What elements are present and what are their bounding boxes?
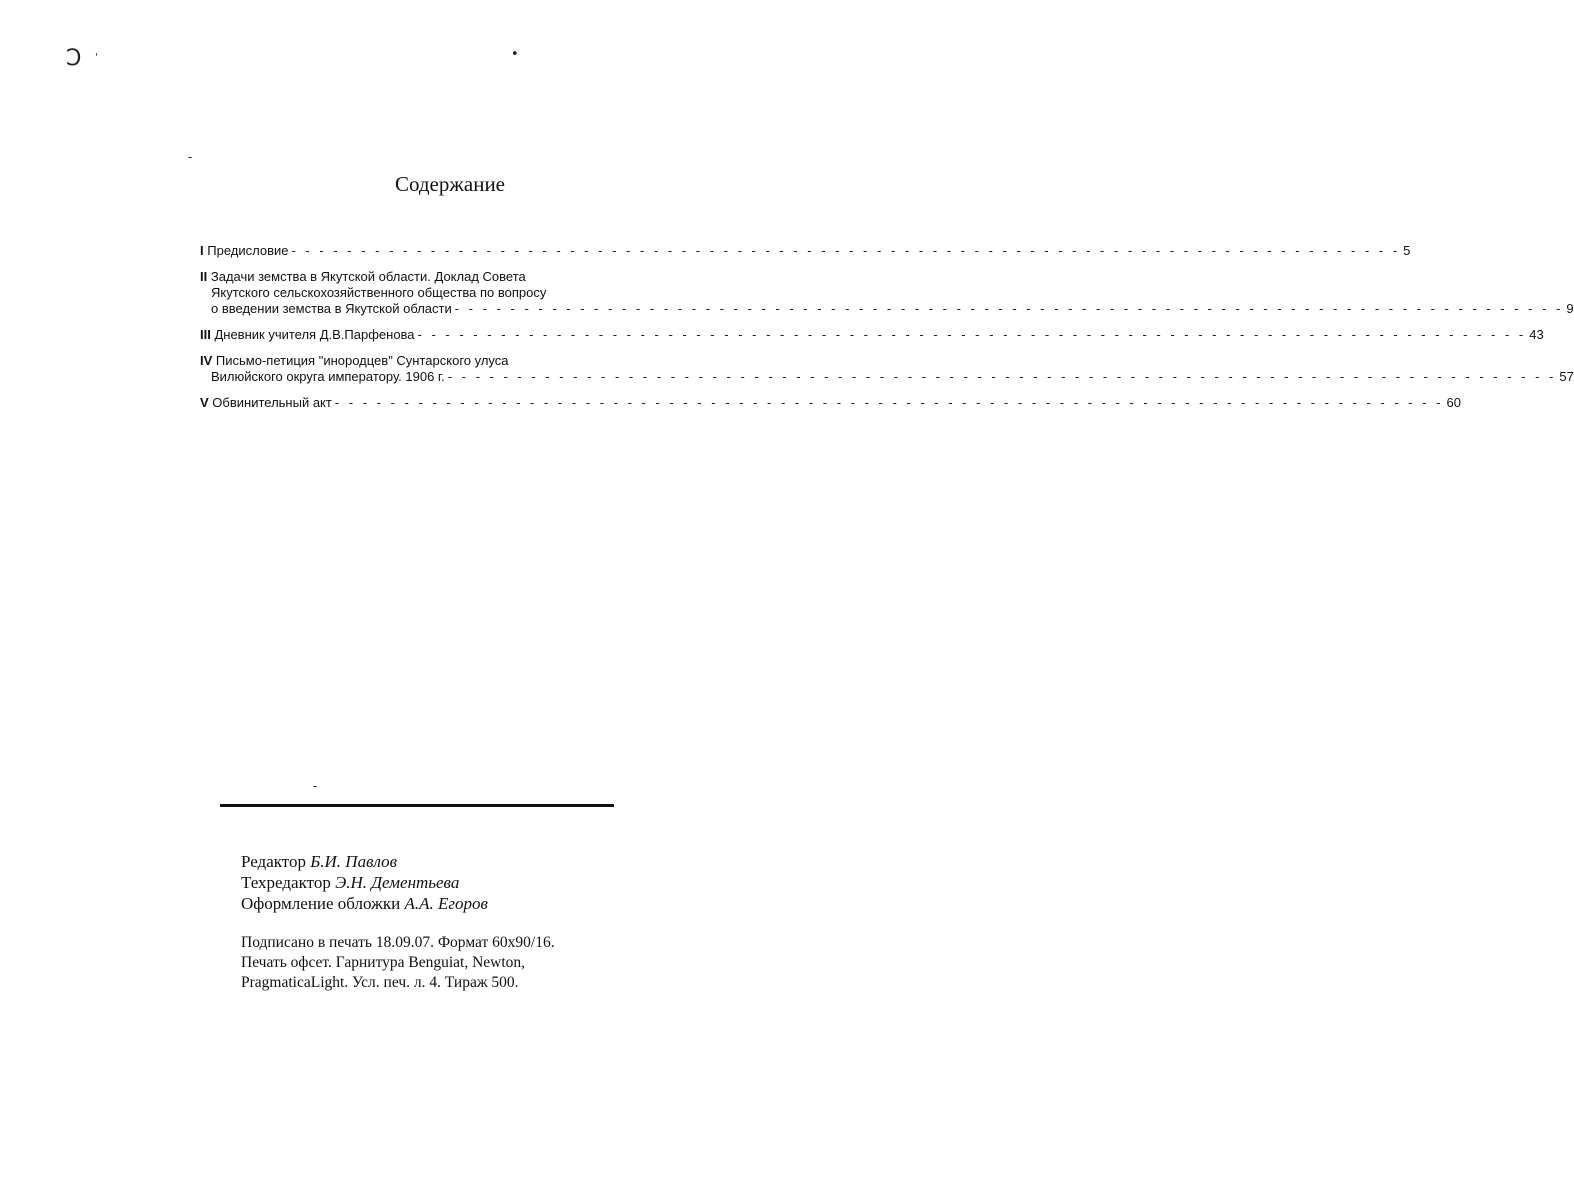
divider-rule [220, 804, 614, 807]
page-title: Содержание [394, 172, 506, 196]
toc-entry-text: Дневник учителя Д.В.Парфенова [214, 327, 415, 342]
cover-design-label: Оформление обложки [241, 894, 401, 913]
toc-leader-dashes: - - - - - - - - - - - - - - - - - - - - - - - - - - - - - - - - - - - - - - - - - - - - - - - - - - - - - - - - - - - - - - - - - - - - - - - - - - - - - - - - [447, 369, 1557, 384]
tech-editor-label: Техредактор [241, 873, 331, 892]
toc-page-number: 60 [1446, 395, 1461, 410]
speck-mark: ' [95, 52, 98, 63]
toc-entry-line [200, 269, 683, 285]
toc-leader-dashes: - - - - - - - - - - - - - - - - - - - - - - - - - - - - - - - - - - - - - - - - - - - - - - - - - - - - - - - - - - - - - - - - - - - - - - - - - - - - - - - - [417, 327, 1527, 342]
toc-entry-text: Предисловие [207, 243, 289, 258]
toc-entry-title [200, 395, 332, 411]
toc-entry-text: Обвинительный акт [212, 395, 332, 410]
toc-entry [200, 243, 1411, 259]
editor-label: Редактор [241, 852, 306, 871]
table-of-contents [200, 243, 1574, 421]
toc-numeral: III [200, 327, 211, 342]
toc-page-number: 9 [1566, 301, 1574, 316]
toc-numeral: V [200, 395, 209, 410]
toc-entry-text: Письмо-петиция "инородцев" Сунтарского улуса [215, 353, 509, 368]
toc-entry-title [200, 327, 415, 343]
toc-entry-last-line [200, 301, 1574, 317]
toc-entry-title [200, 243, 288, 259]
editor-line [241, 851, 488, 872]
toc-leader-dashes: - - - - - - - - - - - - - - - - - - - - - - - - - - - - - - - - - - - - - - - - - - - - - - - - - - - - - - - - - - - - - - - - - - - - - - - - - - - - - - - - [291, 243, 1401, 258]
toc-numeral: I [200, 243, 204, 258]
printing-details [241, 933, 555, 993]
toc-entry-text: о введении земства в Якутской области [211, 301, 452, 316]
toc-entry-title [211, 301, 452, 317]
toc-entry-title [211, 369, 445, 385]
toc-entry-last-line [200, 369, 1574, 385]
corner-mark: Ͻ [66, 46, 82, 71]
toc-numeral: II [200, 269, 208, 284]
toc-entry-text: Якутского сельскохозяйственного общества по вопросу [211, 285, 547, 300]
editor-name: Б.И. Павлов [310, 852, 397, 871]
toc-entry [200, 353, 1574, 385]
imprint-credits [241, 851, 488, 914]
printing-line: PragmaticaLight. Усл. печ. л. 4. Тираж 500. [241, 974, 519, 991]
toc-entry-last-line [200, 243, 1411, 259]
dot-mark: • [511, 47, 519, 62]
toc-entry-line [200, 353, 683, 369]
toc-entry [200, 395, 1461, 411]
toc-entry-last-line [200, 327, 1544, 343]
toc-entry-line [200, 285, 683, 301]
dash-mark-lower: - [313, 779, 318, 793]
toc-leader-dashes: - - - - - - - - - - - - - - - - - - - - - - - - - - - - - - - - - - - - - - - - - - - - - - - - - - - - - - - - - - - - - - - - - - - - - - - - - - - - - - - - [334, 395, 1444, 410]
toc-numeral: IV [200, 353, 213, 368]
toc-entry-text: Вилюйского округа императору. 1906 г. [211, 369, 445, 384]
toc-page-number: 5 [1403, 243, 1411, 258]
toc-page-number: 57 [1559, 369, 1574, 384]
tech-editor-name: Э.Н. Дементьева [335, 873, 460, 892]
toc-page-number: 43 [1529, 327, 1544, 342]
dash-mark: - [188, 150, 193, 164]
cover-design-name: А.А. Егоров [404, 894, 488, 913]
cover-design-line [241, 893, 488, 914]
tech-editor-line [241, 872, 488, 893]
toc-entry [200, 327, 1544, 343]
toc-entry-last-line [200, 395, 1461, 411]
printing-line: Подписано в печать 18.09.07. Формат 60х90/16. [241, 934, 555, 951]
toc-leader-dashes: - - - - - - - - - - - - - - - - - - - - - - - - - - - - - - - - - - - - - - - - - - - - - - - - - - - - - - - - - - - - - - - - - - - - - - - - - - - - - - - - [454, 301, 1564, 316]
toc-entry [200, 269, 1574, 317]
toc-entry-text: Задачи земства в Якутской области. Доклад Совета [210, 269, 526, 284]
printing-line: Печать офсет. Гарнитура Benguiat, Newton, [241, 954, 526, 971]
